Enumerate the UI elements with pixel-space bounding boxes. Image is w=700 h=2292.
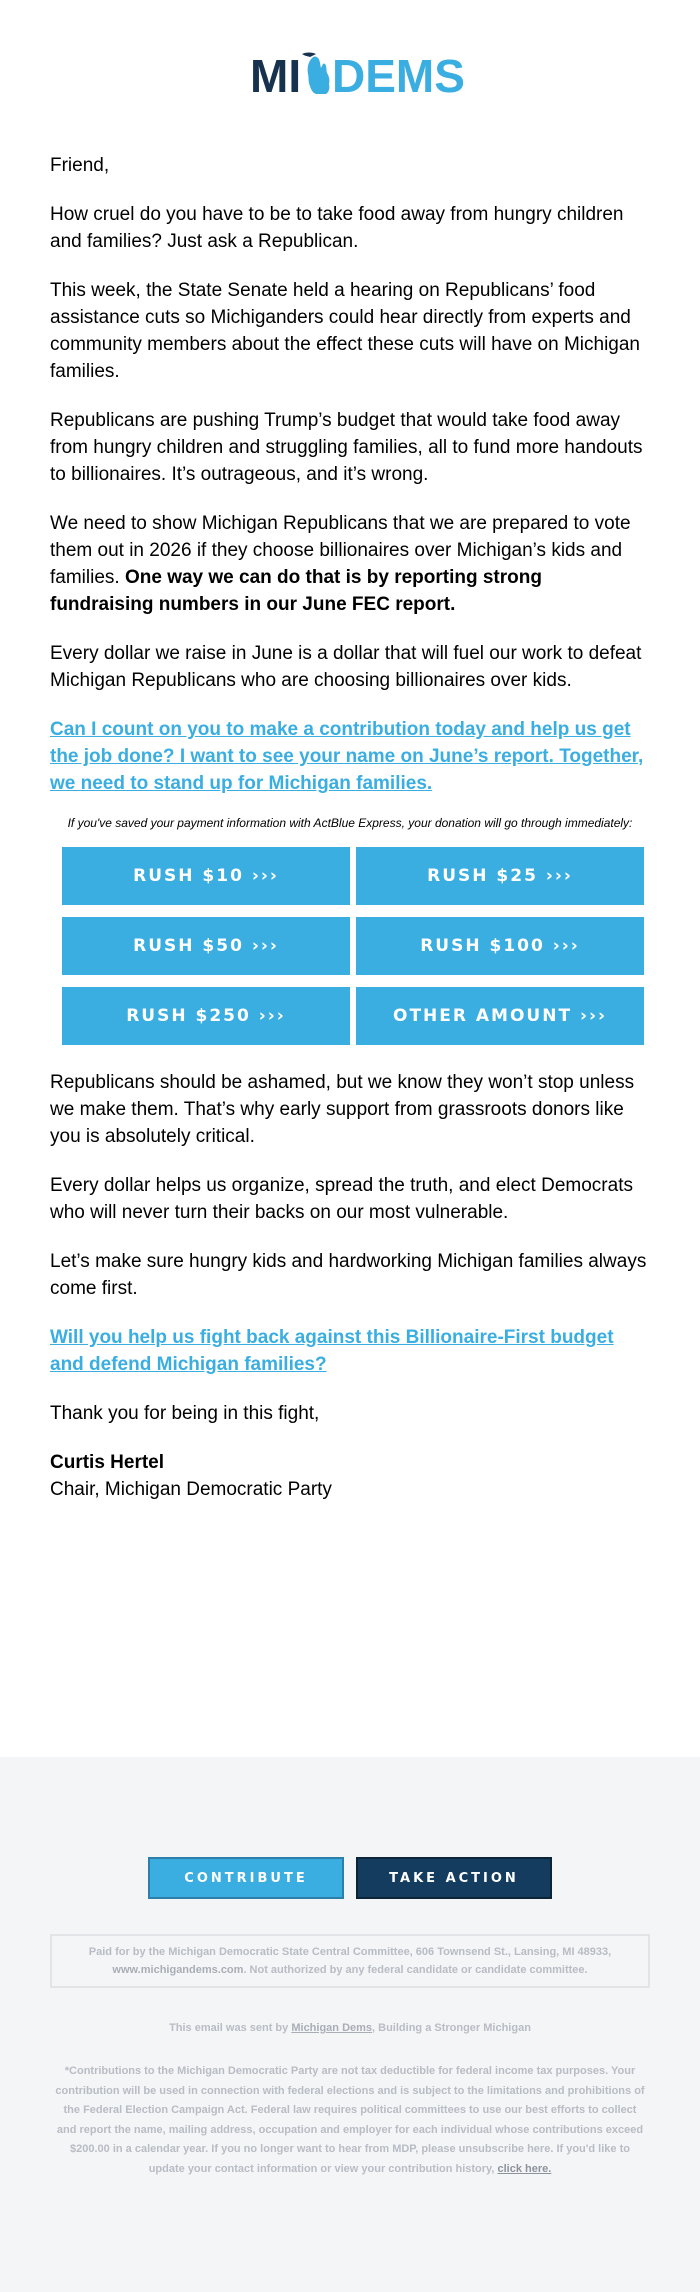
paid-by-domain-link[interactable]: www.michigandems.com xyxy=(112,1964,244,1976)
take-action-button[interactable]: TAKE ACTION xyxy=(356,1857,552,1899)
donation-button-grid xyxy=(62,847,638,1045)
contribution-link-2[interactable]: Will you help us fight back against this Billionaire-First budget and defend Michigan families? xyxy=(50,1327,614,1375)
paragraph-4-bold: One way we can do that is by reporting strong fundraising numbers in our June FEC report. xyxy=(50,567,542,615)
legal-disclaimer xyxy=(55,2062,645,2179)
email-footer xyxy=(0,1757,700,2292)
cta-paragraph-2 xyxy=(50,1324,650,1378)
sent-by-line xyxy=(0,2022,700,2034)
other-amount-button[interactable]: OTHER AMOUNT ››› xyxy=(356,987,644,1045)
cta-paragraph-1 xyxy=(50,716,650,797)
rush-50-button[interactable]: RUSH $50 ››› xyxy=(62,917,350,975)
mi-dems-logo xyxy=(0,48,700,103)
rush-25-button[interactable]: RUSH $25 ››› xyxy=(356,847,644,905)
greeting: Friend, xyxy=(50,155,110,176)
contribution-link-1[interactable]: Can I count on you to make a contribution today and help us get the job done? I want to see your name on June’s report. Together, we need to stand up for Michigan families. xyxy=(50,719,644,794)
signature-name: Curtis Hertel xyxy=(50,1452,165,1473)
rush-250-button[interactable]: RUSH $250 ››› xyxy=(62,987,350,1045)
sent-by-suffix: , Building a Stronger Michigan xyxy=(372,2022,531,2034)
thanks-line: Thank you for being in this fight, xyxy=(50,1403,320,1424)
signature-title: Chair, Michigan Democratic Party xyxy=(50,1479,332,1500)
update-contact-link[interactable]: click here. xyxy=(497,2162,552,2175)
logo-dems-text: DEMS xyxy=(332,50,465,102)
paragraph-5: Every dollar we raise in June is a dollar that will fuel our work to defeat Michigan Republicans who are choosing billionaires over kids. xyxy=(50,643,642,691)
paragraph-6: Republicans should be ashamed, but we know they won’t stop unless we make them. That’s why early support from grassroots donors like you is absolutely critical. xyxy=(50,1072,635,1147)
paid-by-line-2: . Not authorized by any federal candidate or candidate committee. xyxy=(243,1964,588,1976)
michigan-mitten-icon xyxy=(308,57,330,95)
paragraph-2: This week, the State Senate held a hearing on Republicans’ food assistance cuts so Michiganders could hear directly from experts and community members about the effect these cuts will have on Michigan families. xyxy=(50,280,640,382)
paid-for-by-box xyxy=(50,1934,650,1988)
sent-by-org-link[interactable]: Michigan Dems xyxy=(291,2022,373,2034)
rush-100-button[interactable]: RUSH $100 ››› xyxy=(356,917,644,975)
rush-10-button[interactable]: RUSH $10 ››› xyxy=(62,847,350,905)
paragraph-7: Every dollar helps us organize, spread the truth, and elect Democrats who will never turn their backs on our most vulnerable. xyxy=(50,1175,633,1223)
paragraph-4-regular: We need to show Michigan Republicans that we are prepared to vote them out in 2026 if they choose billionaires over Michigan’s kids and families. xyxy=(50,513,631,588)
actblue-express-note: If you've saved your payment information with ActBlue Express, your donation will go through immediately: xyxy=(67,816,633,830)
contribute-button[interactable]: CONTRIBUTE xyxy=(148,1857,344,1899)
letter-content xyxy=(50,152,650,1503)
footer-buttons xyxy=(0,1857,700,1899)
paid-by-line-1: Paid for by the Michigan Democratic State Central Committee, 606 Townsend St., Lansing, MI 48933, xyxy=(88,1946,612,1958)
paragraph-8: Let’s make sure hungry kids and hardworking Michigan families always come first. xyxy=(50,1251,647,1299)
logo-graphic xyxy=(250,48,465,102)
paragraph-3: Republicans are pushing Trump’s budget that would take food away from hungry children and struggling families, all to fund more handouts to billionaires. It’s outrageous, and it’s wrong. xyxy=(50,410,643,485)
logo-mi-text: MI xyxy=(250,50,302,102)
paragraph-4 xyxy=(50,510,650,618)
legal-text: *Contributions to the Michigan Democratic Party are not tax deductible for federal income tax purposes. Your contribution will be used in connection with federal elections and is subject to the limitations and prohibitions of the Federal Election Campaign Act. Federal law requires political committees to use our best efforts to collect and report the name, mailing address, occupation and employer for each individual whose contributions exceed $200.00 in a calendar year. If you no longer want to hear from MDP, please unsubscribe here. If you'd like to update your contact information or view your contribution history, xyxy=(55,2065,645,2175)
sent-by-prefix: This email was sent by xyxy=(169,2022,292,2034)
paragraph-1: How cruel do you have to be to take food away from hungry children and families? Just ask a Republican. xyxy=(50,204,624,252)
signature xyxy=(50,1449,650,1503)
